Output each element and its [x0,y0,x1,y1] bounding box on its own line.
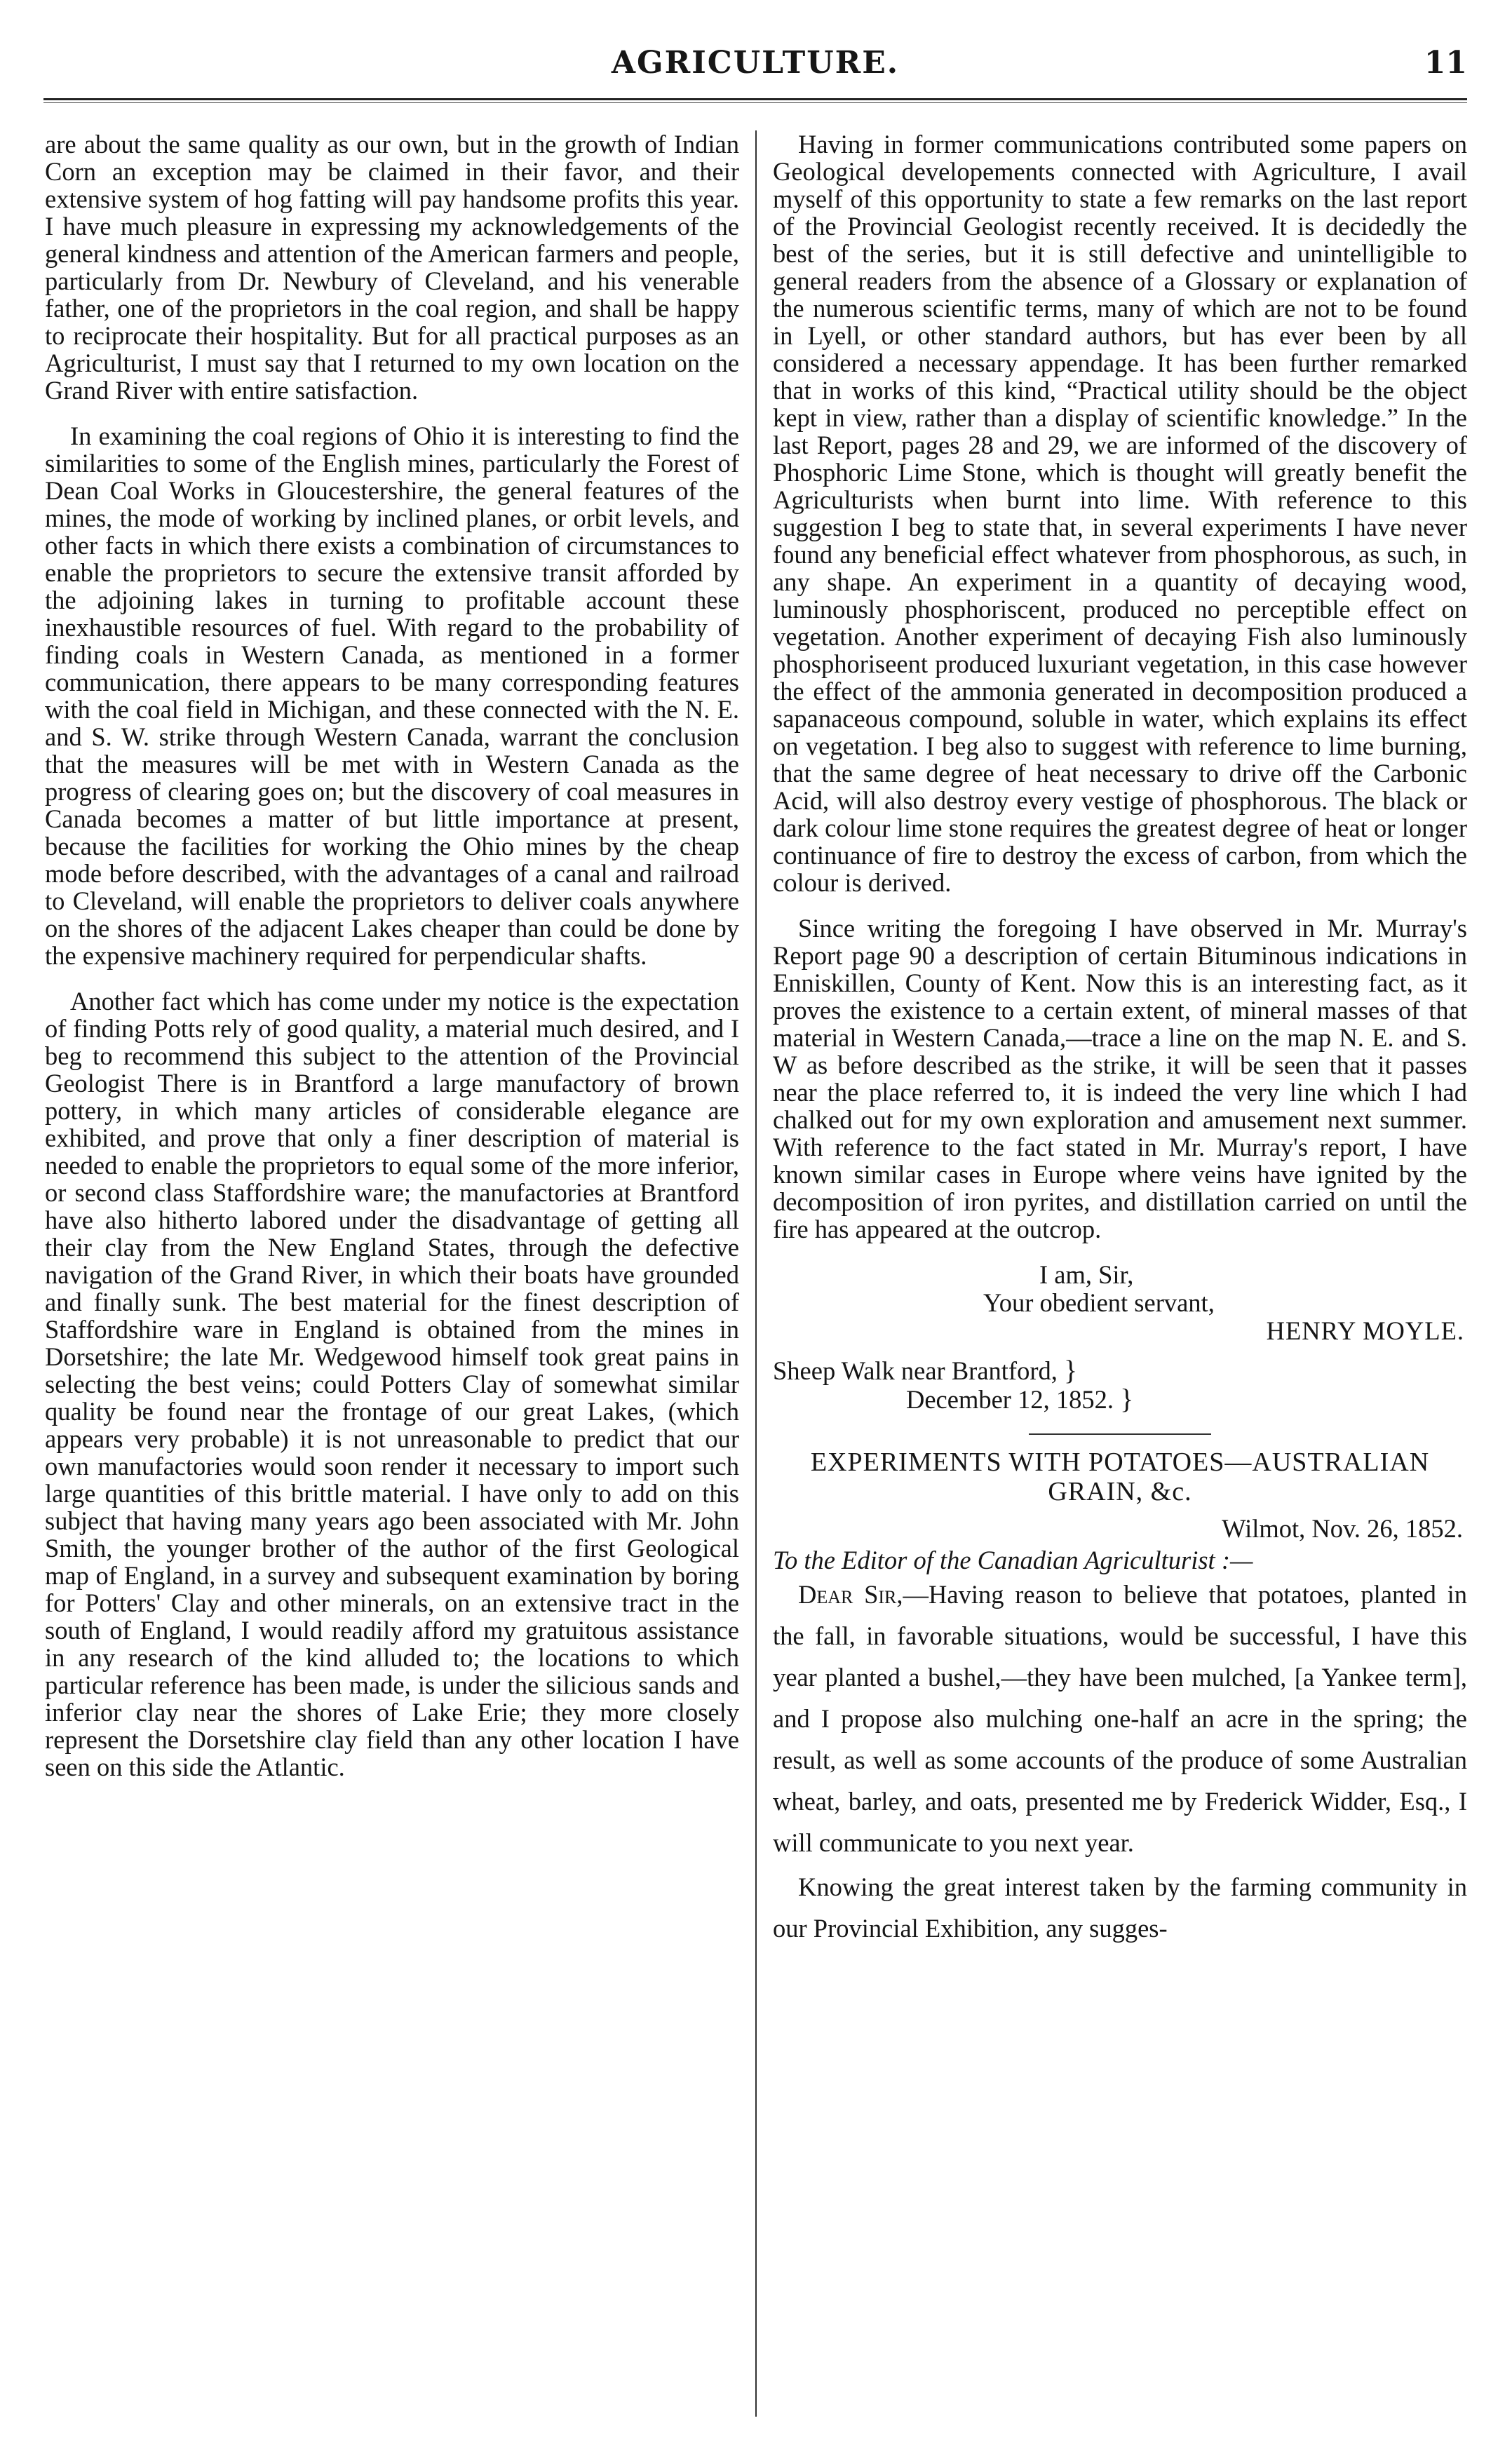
left-paragraph-3: Another fact which has come under my notice is the expectation of finding Potts rely of good quality, a material much desired, and I beg to recommend this subject to the attention of the Provincial Geologist There is in Brantford a large manufactory of brown pottery, in which many articles of considerable elegance are exhibited, and prove that only a finer description of material is needed to enable the proprietors to equal some of the more inferior, or second class Staffordshire ware; the manufactories at Brantford have also hitherto labored under the disadvantage of getting all their clay from the New England States, through the defective navigation of the Grand River, in which their boats have grounded and finally sunk. The best material for the finest description of Staffordshire ware in England is obtained from the mines in Dorsetshire; the late Mr. Wedgewood himself took great pains in selecting the best veins; could Potters Clay of somewhat similar quality be found near the frontage of our great Lakes, (which appears very probable) it is not unreasonable to predict that our own manufactories would soon render it necessary to import such large quantities of this brittle material. I have only to add on this subject that having many years ago been associated with Mr. John Smith, the younger brother of the author of the first Geological map of England, in a survey and subsequent examination by boring for Potters' Clay and other minerals, on an extensive tract in the south of England, I would readily afford my gratuitous assistance in any research of the kind alluded to; the locations to which particular reference has been made, is under the silicious sands and inferior clay near the shores of Lake Erie; they more closely represent the Dorsetshire clay field than any other location I have seen on this side the Atlantic. [45,987,739,1781]
left-paragraph-2: In examining the coal regions of Ohio it is interesting to find the similarities to some of the English mines, particularly the Forest of Dean Coal Works in Gloucestershire, the general features of the mines, the mode of working by inclined planes, or orbit levels, and other facts in which there exists a combination of circumstances to enable the proprietors to secure the extensive transit afforded by the adjoining lakes in turning to profitable account these inexhaustible resources of fuel. With regard to the probability of finding coals in Western Canada, as mentioned in a former communication, there appears to be many corresponding features with the coal field in Michigan, and these connected with the N. E. and S. W. strike through Western Canada, warrant the conclusion that the measures will be met with in Western Canada as the progress of clearing goes on; but the discovery of coal measures in Canada becomes a matter of but little importance at present, because the facilities for working the Ohio mines by the cheap mode before described, with the advantages of a canal and railroad to Cleveland, will enable the proprietors to deliver coals anywhere on the shores of the adjacent Lakes cheaper than could be done by the expensive machinery required for perpendicular shafts. [45,421,739,970]
date-text: December 12, 1852. [906,1385,1114,1414]
brace-icon-lower: } [1120,1383,1134,1415]
article-address: To the Editor of the Canadian Agriculturist :— [773,1546,1253,1574]
right-paragraph-3-text: —Having reason to believe that potatoes, planted in the fall, in favorable situations, would be successful, I have this year planted a bushel,—they have been mulched, [a Yankee term], and I propose also mulching one-half an acre in the spring; the result, as well as some accounts of the produce of some Australian wheat, barley, and oats, presented me by Frederick Widder, Esq., I will communicate to you next year. [773,1580,1467,1857]
right-paragraph-4: Knowing the great interest taken by the farming community in our Provincial Exhibition, any sugges- [773,1872,1467,1943]
signoff-closing: Your obedient servant, [983,1288,1215,1317]
right-paragraph-2: Since writing the foregoing I have observed in Mr. Murray's Report page 90 a description of certain Bituminous indications in Enniskillen, County of Kent. Now this is an interesting fact, as it proves the existence to a certain extent, of mineral masses of that material in Western Canada,—trace a line on the map N. E. and S. W as before described as the strike, it will be seen that it passes near the place referred to, it is indeed the very line which I had chalked out for my own exploration and amusement next summer. With reference to the fact stated in Mr. Murray's report, I have known similar cases in Europe where veins have ignited by the decomposition of iron pyrites, and distillation carried on until the fire has appeared at the outcrop. [773,914,1467,1243]
column-divider [755,130,757,2417]
left-paragraph-1: are about the same quality as our own, but in the growth of Indian Corn an exception may be claimed in their favor, and their extensive system of hog fatting will pay handsome profits this year. I have much pleasure in expressing my acknowledgements of the general kindness and attention of the American farmers and people, particularly from Dr. Newbury of Cleveland, and his venerable father, one of the proprietors in the coal region, and shall be happy to reciprocate their hospitality. But for all practical purposes as an Agriculturist, I must say that I returned to my own location on the Grand River with entire satisfaction. [45,130,739,405]
header-rule [43,98,1467,100]
letter-signoff [773,1261,1467,1414]
article-dateline: Wilmot, Nov. 26, 1852. [1222,1514,1463,1543]
right-paragraph-1: Having in former communications contributed some papers on Geological developements connected with Agriculture, I avail myself of this opportunity to state a few remarks on the last report of the Provincial Geologist recently received. It is decidedly the best of the series, but it is still defective and unintelligible to general readers from the absence of a Glossary or explanation of the numerous scientific terms, many of which are not to be found in Lyell, or other standard authors, but has ever been by all considered a necessary appendage. It has been further remarked that in works of this kind, “Practical utility should be the object kept in view, rather than a display of scientific knowledge.” In the last Report, pages 28 and 29, we are informed of the discovery of Phosphoric Lime Stone, which is thought will greatly benefit the Agriculturists when burnt into lime. With reference to this suggestion I beg to state that, in several experiments I have never found any beneficial effect whatever from phosphorous, as such, in any shape. An experiment in a quantity of decaying wood, luminously phosphoriscent, produced no perceptible effect on vegetation. Another experiment of decaying Fish also luminously phosphoriseent produced luxuriant vegetation, in this case however the effect of the ammonia generated in decomposition produced a sapanaceous compound, soluble in water, which explains its effect on vegetation. I beg also to suggest with reference to lime burning, that the same degree of heat necessary to drive off the Carbonic Acid, will also destroy every vestige of phosphorous. The black or dark colour lime stone requires the greatest degree of heat or longer continuance of fire to destroy the excess of carbon, from which the colour is derived. [773,130,1467,897]
right-paragraph-3 [773,1574,1467,1863]
salutation: Dear Sir, [798,1580,903,1609]
page-number: 11 [1424,45,1467,81]
left-column [45,130,739,1781]
signoff-place [773,1356,1467,1385]
article-heading: EXPERIMENTS WITH POTATOES—AUSTRALIAN GRAIN, &c. [810,1447,1430,1506]
right-column [773,130,1467,1949]
signoff-name: HENRY MOYLE. [1266,1316,1464,1345]
signoff-salutation: I am, Sir, [1039,1260,1134,1289]
running-title: AGRICULTURE. [611,45,900,81]
header-rule-thin [43,102,1467,103]
place-text: Sheep Walk near Brantford, [773,1356,1058,1385]
signoff-date [773,1385,1467,1414]
section-rule [1029,1433,1211,1435]
brace-icon: } [1064,1354,1078,1386]
page-header [43,45,1467,94]
